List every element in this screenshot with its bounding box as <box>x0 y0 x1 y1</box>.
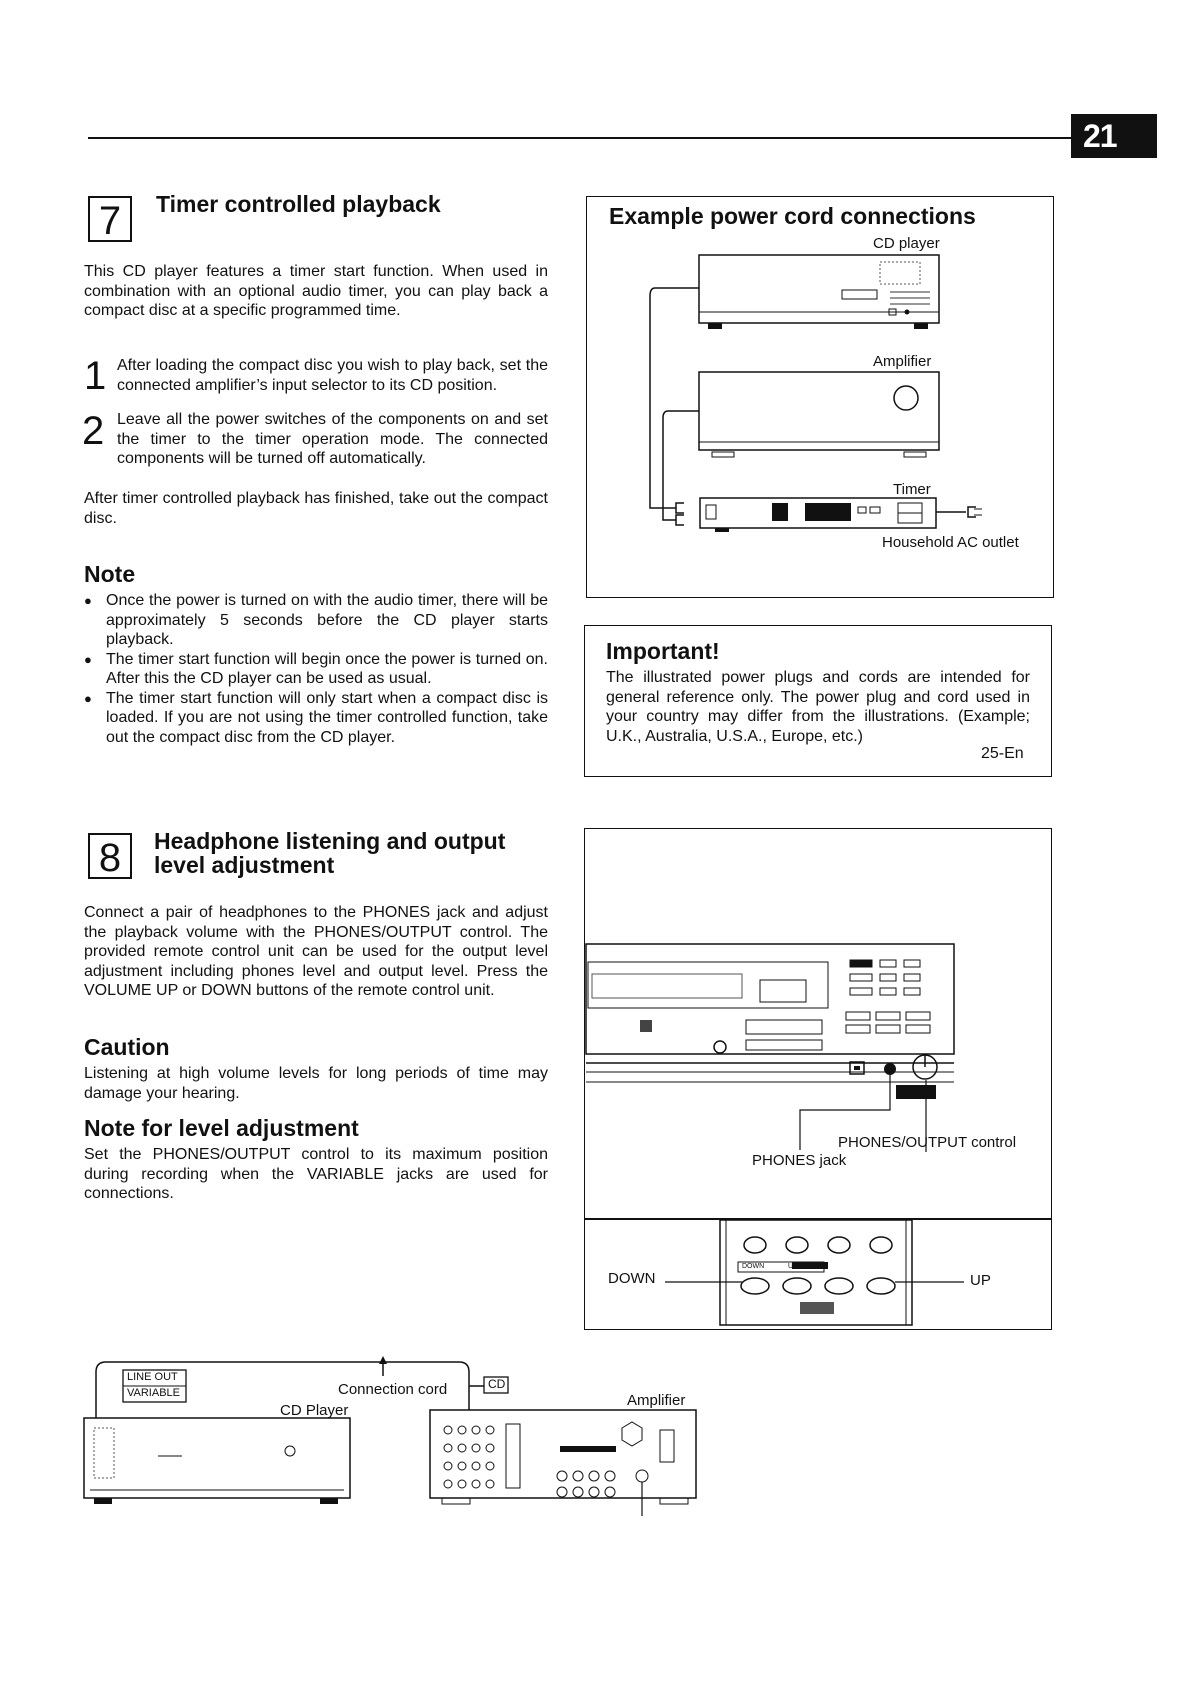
connection-cord-label: Connection cord <box>338 1381 448 1398</box>
caution-heading: Caution <box>84 1034 170 1060</box>
level-adjustment-text: Set the PHONES/OUTPUT control to its maximum position during recording when the VARIABLE jacks are used for connections. <box>84 1146 548 1202</box>
power-box-title: Example power cord connections <box>609 203 976 229</box>
bottom-cd-player-label: CD Player <box>280 1402 349 1419</box>
bottom-amplifier-label: Amplifier <box>627 1392 686 1409</box>
important-text: The illustrated power plugs and cords are intended for general reference only. The power plug and cord used in your country may differ from the illustrations. (Example; U.K., Australia, U.S.A., Europe, etc.) <box>606 669 1030 745</box>
level-adjustment-heading: Note for level adjustment <box>84 1115 359 1141</box>
note-item: ● The timer start function will begin once the power is turned on. After this the CD player can be used as usual. <box>84 650 548 689</box>
section-8-title-line2: level adjustment <box>154 852 335 878</box>
important-title: Important! <box>606 638 720 664</box>
remote-up-label: UP <box>970 1272 991 1289</box>
step-2-number: 2 <box>82 409 105 453</box>
remote-up-button-text: UP <box>788 1263 798 1270</box>
note-heading: Note <box>84 561 136 587</box>
step-2-text: Leave all the power switches of the components on and set the timer to the timer operation mode. The connected components will be turned off automatically. <box>117 411 548 467</box>
caution-text: Listening at high volume levels for long periods of time may damage your hearing. <box>84 1065 548 1102</box>
section-8-title-line1: Headphone listening and output <box>154 828 506 854</box>
section-7-intro: This CD player features a timer start function. When used in combination with an optional audio timer, you can play back a compact disc at a specific programmed time. <box>84 263 548 319</box>
step-1-number: 1 <box>84 354 107 398</box>
note-item: ● The timer start function will only start when a compact disc is loaded. If you are not using the timer controlled function, take out the compact disc from the CD player. <box>84 689 548 748</box>
important-page-ref: 25-En <box>981 745 1024 762</box>
section-8-intro: Connect a pair of headphones to the PHONES jack and adjust the playback volume with the PHONES/OUTPUT control. The provided remote control unit can be used for the output level adjustment including phones level and output level. Press the VOLUME UP or DOWN buttons of the remote control unit. <box>84 904 548 999</box>
power-timer-label: Timer <box>893 481 931 498</box>
page-number: 21 <box>1071 114 1157 158</box>
remote-down-label: DOWN <box>608 1270 656 1287</box>
variable-label: VARIABLE <box>127 1387 180 1399</box>
phones-output-control-label: PHONES/OUTPUT control <box>838 1134 1017 1151</box>
section-7-title: Timer controlled playback <box>156 191 441 217</box>
note-item: ● Once the power is turned on with the audio timer, there will be approximately 5 seconds before the CD player starts playback. <box>84 591 548 650</box>
remote-down-button-text: DOWN <box>742 1263 765 1270</box>
power-cd-player-label: CD player <box>873 235 940 252</box>
step-1-text: After loading the compact disc you wish to play back, set the connected amplifier’s input selector to its CD position. <box>117 357 548 394</box>
cd-tag-label: CD <box>488 1377 506 1391</box>
section-7-number: 7 <box>88 196 132 242</box>
section-8-number: 8 <box>88 833 132 879</box>
power-amplifier-label: Amplifier <box>873 353 932 370</box>
section-7-after-text: After timer controlled playback has finished, take out the compact disc. <box>84 490 548 527</box>
power-outlet-label: Household AC outlet <box>882 534 1019 551</box>
line-out-label: LINE OUT <box>127 1371 178 1383</box>
phones-jack-label: PHONES jack <box>752 1152 847 1169</box>
